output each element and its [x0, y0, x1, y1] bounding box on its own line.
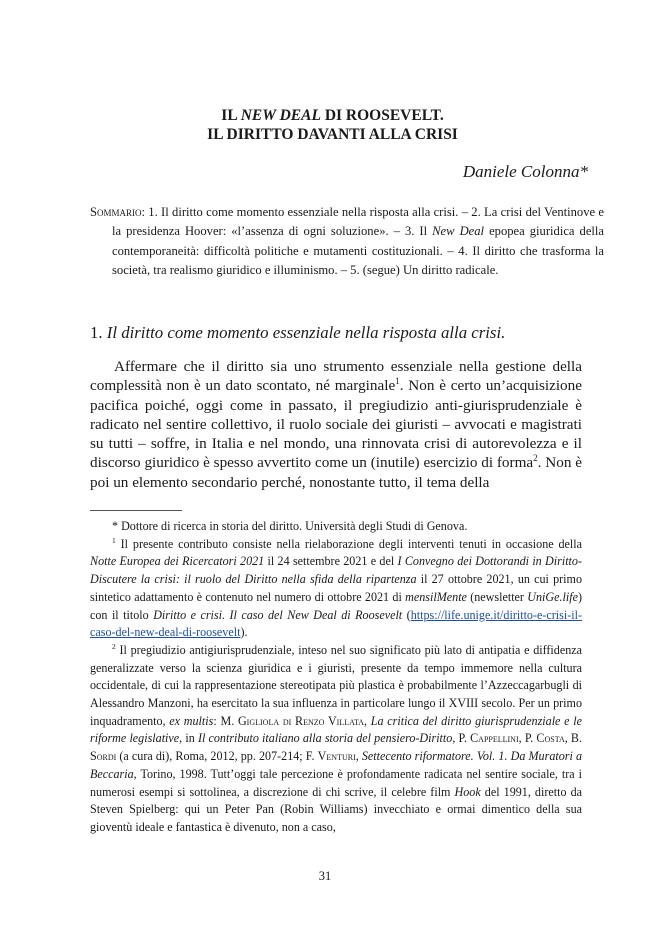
- summary: Sommario: 1. Il diritto come momento essenziale nella risposta alla crisi. – 2. La crisi del Ventinove e la presidenza Hoover: «l’assenza di ogni soluzione». – 3. Il New Deal epopea giuridica della contemporaneità: difficoltà politiche e mutamenti costituzionali. – 4. Il diritto che trasforma la società, tra realismo giuridico e illuminismo. – 5. (segue) Un diritto radicale.: [90, 205, 604, 277]
- footnote-ref-2[interactable]: 2: [533, 453, 538, 464]
- article-title: [90, 106, 575, 144]
- footnotes: [90, 518, 582, 837]
- footnote-separator: [90, 510, 182, 511]
- source-link[interactable]: https://life.unige.it/diritto-e-crisi-il-caso-del-new-deal-di-roosevelt: [90, 607, 582, 640]
- section-heading: 1. Il diritto come momento essenziale nella risposta alla crisi.: [90, 323, 506, 342]
- title-line-1: IL NEW DEAL DI ROOSEVELT.: [221, 107, 444, 124]
- footnote-2: $^2$ Il pregiudizio antigiurisprudenziale, inteso nel suo significato più lato di antipatia e diffidenza generalizzate verso la scienza giuridica e i giuristi, presente da tempo immemore nella cultura occidentale, di cui la rappresentazione stereotipata più plastica è probabilmente l’Azzeccagarbugli di Alessandro Manzoni, ha esercitato la sua influenza in particolare lungo il XVIII secolo. Per un primo inquadramento, ex multis: M. Gigliola di Renzo Villata, La critica del diritto giurisprudenziale e le riforme legislative, in Il contributo italiano alla storia del pensiero-Diritto, P. Cappellini, P. Costa, B. Sordi (a cura di), Roma, 2012, pp. 207-214; F. Venturi, Settecento riformatore. Vol. 1. Da Muratori a Beccaria, Torino, 1998. Tutt’oggi tale percezione è profondamente radicata nel sentire sociale, tra i numerosi esempi si sottolinea, a discrezione di chi scrive, il celebre film Hook del 1991, diretto da Steven Spielberg: qui un Peter Pan (Robin Williams) invecchiato e ormai dimentico della sua gioventù ideale e fantastica è divenuto, non a caso,: [90, 641, 583, 834]
- page-number: 31: [318, 869, 332, 883]
- footnote-ref-1[interactable]: 1: [395, 376, 400, 387]
- summary-label: Sommario: [90, 205, 142, 219]
- body-paragraph: Affermare che il diritto sia uno strumento essenziale nella gestione della complessità non è un dato scontato, né marginale$^1$. Non è certo un’acquisizione pacifica poiché, oggi come in passato, il pregiudizio anti-giurisprudenziale è radicato nel sentire collettivo, il ruolo sociale dei giuristi – avvocati e magistrati su tutti – soffre, in Italia e nel mondo, una rinnovata crisi di autorevolezza e il discorso giuridico è spesso avvertito come un (inutile) esercizio di forma$^2$. Non è poi un elemento secondario perché, nonostante tutto, il tema della: [90, 358, 582, 491]
- author-name: Daniele Colonna*: [462, 162, 588, 181]
- footnote-1: $^1$ Il presente contributo consiste nella rielaborazione degli interventi tenuti in occasione della Notte Europea dei Ricercatori 2021 il 24 settembre 2021 e del I Convegno dei Dottorandi in Diritto-Discutere la crisi: il ruolo del Diritto nella sfida della ripartenza il 27 ottobre 2021, un cui primo sintetico adattamento è contenuto nel numero di ottobre 2021 di mensilMente (newsletter UniGe.life) con il titolo Diritto e crisi. Il caso del New Deal di Roosevelt (https://life.unige.it/diritto-e-crisi-il-caso-del-new-deal-di-roosevelt).: [90, 535, 582, 640]
- title-line-2: IL DIRITTO DAVANTI ALLA CRISI: [207, 126, 458, 143]
- footnote-author: * Dottore di ricerca in storia del diritto. Università degli Studi di Genova.: [112, 519, 468, 533]
